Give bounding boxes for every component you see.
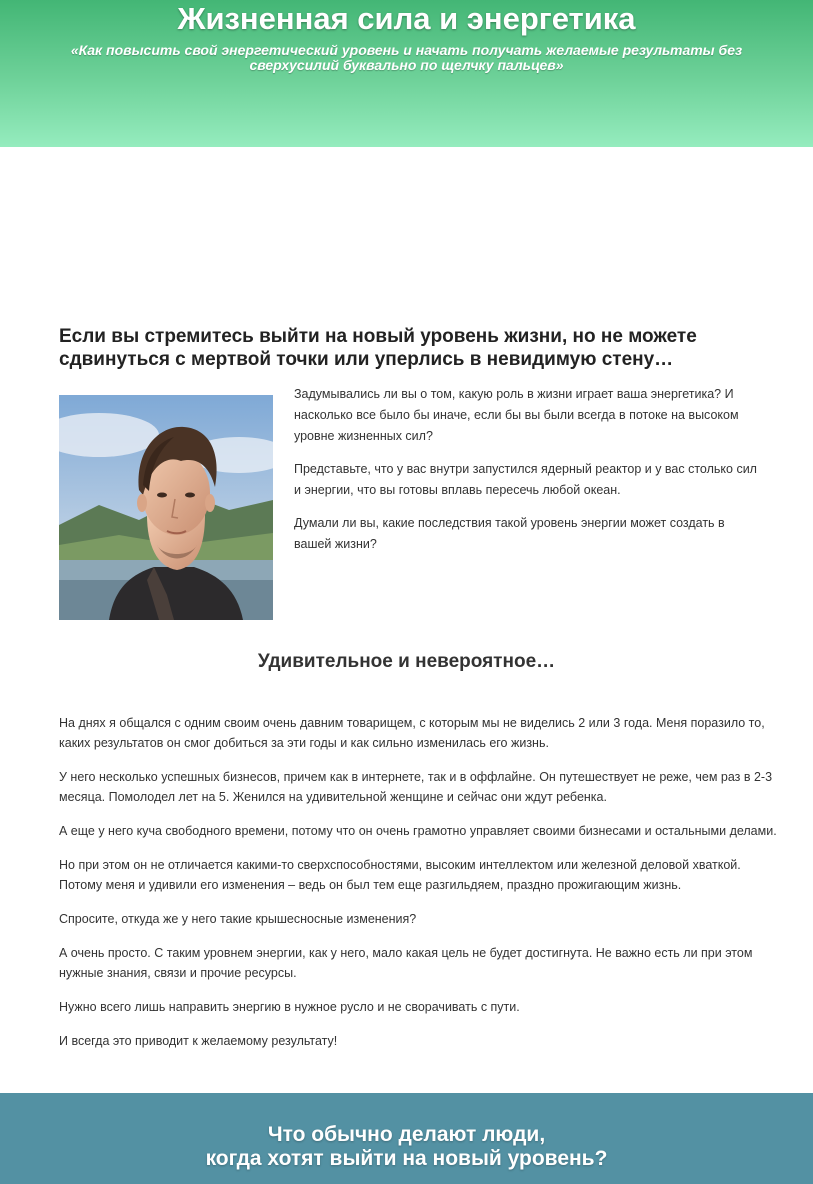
intro-text [294, 384, 764, 567]
story-paragraph: Нужно всего лишь направить энергию в нужное русло и не сворачивать с пути. [59, 1000, 520, 1014]
story-paragraph: А очень просто. С таким уровнем энергии, как у него, мало какая цель не будет достигнута. Не важно есть ли при этом нужные знания, связи и прочие ресурсы. [59, 946, 753, 980]
story-paragraph: И всегда это приводит к желаемому результату! [59, 1034, 338, 1048]
story-paragraph: Спросите, откуда же у него такие крышесносные изменения? [59, 912, 417, 926]
portrait-photo [59, 395, 273, 620]
footer-heading-line1: Что обычно делают люди, [267, 1123, 546, 1146]
footer-band [0, 1093, 813, 1184]
footer-heading [0, 1093, 813, 1171]
lead-heading: Если вы стремитесь выйти на новый уровень жизни, но не можете сдвинуться с мертвой точки или уперлись в невидимую стену… [59, 326, 697, 370]
story-text [59, 713, 779, 1065]
story-paragraph: У него несколько успешных бизнесов, причем как в интернете, так и в оффлайне. Он путешествует не реже, чем раз в 2-3 месяца. Помолодел лет на 5. Женился на удивительной женщине и сейчас они ждут ребенка. [59, 770, 773, 804]
intro-paragraph: Думали ли вы, какие последствия такой уровень энергии может создать в вашей жизни? [294, 516, 725, 551]
story-paragraph: Но при этом он не отличается какими-то сверхспособностями, высоким интеллектом или железной деловой хваткой. Потому меня и удивили его изменения – ведь он был тем еще разгильдяем, праздно прожигающим жизнь. [59, 858, 741, 892]
hero-header [0, 0, 813, 147]
section-heading: Удивительное и невероятное… [257, 651, 556, 672]
page-subtitle: «Как повысить свой энергетический уровень и начать получать желаемые результаты без сверхусилий буквально по щелчку пальцев» [70, 42, 743, 73]
story-paragraph: А еще у него куча свободного времени, потому что он очень грамотно управляет своими бизнесами и остальными делами. [59, 824, 777, 838]
story-paragraph: На днях я общался с одним своим очень давним товарищем, с которым мы не виделись 2 или 3 года. Меня поразило то, каких результатов он смог добиться за эти годы и как сильно изменилась его жизнь. [59, 716, 765, 750]
page-title: Жизненная сила и энергетика [177, 1, 636, 36]
intro-paragraph: Представьте, что у вас внутри запустился ядерный реактор и у вас столько сил и энергии, что вы готовы вплавь пересечь любой океан. [294, 462, 757, 497]
intro-paragraph: Задумывались ли вы о том, какую роль в жизни играет ваша энергетика? И насколько все было бы иначе, если бы вы были всегда в потоке на высоком уровне жизненных сил? [294, 387, 739, 443]
footer-heading-line2: когда хотят выйти на новый уровень? [205, 1147, 608, 1170]
